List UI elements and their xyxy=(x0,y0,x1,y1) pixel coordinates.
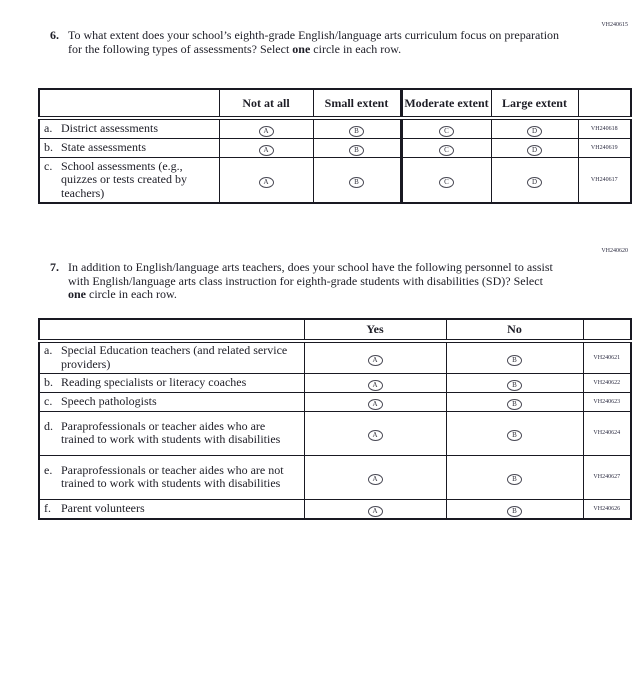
q7-row-e-label xyxy=(39,455,304,499)
answer-bubble-large-extent[interactable]: D xyxy=(527,126,542,137)
question-6-number: 6. xyxy=(50,28,59,42)
answer-bubble-not-at-all[interactable]: A xyxy=(259,177,274,188)
answer-bubble-yes[interactable]: A xyxy=(368,430,383,441)
q7-row-d-label xyxy=(39,411,304,455)
table-row xyxy=(39,341,631,373)
answer-bubble-small-extent[interactable]: B xyxy=(349,126,364,137)
question-7-vh-code: VH240620 xyxy=(601,248,628,254)
row-letter: c. xyxy=(44,393,53,408)
row-vh-code: VH240626 xyxy=(583,499,631,519)
row-vh-code: VH240623 xyxy=(583,392,631,411)
table-row xyxy=(39,118,631,139)
row-label: Speech pathologists xyxy=(61,393,157,408)
answer-bubble-no[interactable]: B xyxy=(507,474,522,485)
question-7 xyxy=(50,261,562,302)
question-6-vh-code: VH240615 xyxy=(601,22,628,28)
question-6-header-row xyxy=(39,89,631,118)
q7-header-code-empty xyxy=(583,319,631,341)
row-label: School assessments (e.g., quizzes or tests created by teachers) xyxy=(61,158,187,200)
row-vh-code: VH240618 xyxy=(578,118,631,139)
q6-row-a-label xyxy=(39,118,219,139)
q7-row-b-label xyxy=(39,373,304,392)
row-letter: f. xyxy=(44,500,51,515)
question-7-text-start: In addition to English/language arts teachers, does your school have the following personnel to assist with English/language arts class instruction for eighth-grade students with disabilities (SD)? Select xyxy=(68,260,553,288)
q6-row-c-label xyxy=(39,158,219,203)
question-6-text-end: circle in each row. xyxy=(310,41,402,56)
row-vh-code: VH240621 xyxy=(583,341,631,373)
q7-header-empty xyxy=(39,319,304,341)
q6-header-code-empty xyxy=(578,89,631,118)
question-6-table xyxy=(38,88,632,204)
row-label: Paraprofessionals or teacher aides who are not trained to work with students with disabilities xyxy=(61,462,284,490)
q6-row-b-label xyxy=(39,139,219,158)
row-vh-code: VH240627 xyxy=(583,455,631,499)
table-row xyxy=(39,455,631,499)
q7-row-c-label xyxy=(39,392,304,411)
row-label: Special Education teachers (and related service providers) xyxy=(61,343,288,371)
answer-bubble-large-extent[interactable]: D xyxy=(527,177,542,188)
question-6-text-bold: one xyxy=(292,41,311,56)
table-row xyxy=(39,411,631,455)
row-letter: b. xyxy=(44,140,53,155)
answer-bubble-not-at-all[interactable]: A xyxy=(259,145,274,156)
question-6-text-start: To what extent does your school’s eighth-grade English/language arts curriculum focus on preparation for the following types of assessments? Select xyxy=(68,28,560,56)
question-6-text xyxy=(68,29,562,56)
question-7-table xyxy=(38,318,632,520)
row-letter: c. xyxy=(44,158,53,173)
q7-row-f-label xyxy=(39,499,304,519)
row-vh-code: VH240624 xyxy=(583,411,631,455)
answer-bubble-no[interactable]: B xyxy=(507,399,522,410)
answer-bubble-yes[interactable]: A xyxy=(368,399,383,410)
answer-bubble-moderate-extent[interactable]: C xyxy=(439,177,454,188)
answer-bubble-no[interactable]: B xyxy=(507,506,522,517)
question-7-text-bold: one xyxy=(68,287,86,301)
answer-bubble-no[interactable]: B xyxy=(507,355,522,366)
answer-bubble-not-at-all[interactable]: A xyxy=(259,126,274,137)
question-7-header-row xyxy=(39,319,631,341)
row-vh-code: VH240622 xyxy=(583,373,631,392)
row-vh-code: VH240619 xyxy=(578,139,631,158)
row-vh-code: VH240617 xyxy=(578,158,631,203)
q6-header-small-extent: Small extent xyxy=(313,89,401,118)
table-row xyxy=(39,392,631,411)
table-row xyxy=(39,158,631,203)
q6-header-large-extent: Large extent xyxy=(491,89,578,118)
row-label: Reading specialists or literacy coaches xyxy=(61,374,247,389)
answer-bubble-moderate-extent[interactable]: C xyxy=(439,145,454,156)
answer-bubble-small-extent[interactable]: B xyxy=(349,145,364,156)
q6-header-moderate-extent: Moderate extent xyxy=(401,89,491,118)
answer-bubble-yes[interactable]: A xyxy=(368,380,383,391)
answer-bubble-no[interactable]: B xyxy=(507,430,522,441)
answer-bubble-no[interactable]: B xyxy=(507,380,522,391)
q7-row-a-label xyxy=(39,341,304,373)
row-letter: b. xyxy=(44,374,53,389)
row-label: Paraprofessionals or teacher aides who are trained to work with students with disabilities xyxy=(61,418,281,446)
row-letter: a. xyxy=(44,343,53,358)
answer-bubble-yes[interactable]: A xyxy=(368,506,383,517)
question-7-number: 7. xyxy=(50,260,59,274)
row-letter: e. xyxy=(44,462,53,477)
row-letter: d. xyxy=(44,418,53,433)
answer-bubble-yes[interactable]: A xyxy=(368,474,383,485)
answer-bubble-moderate-extent[interactable]: C xyxy=(439,126,454,137)
q6-header-empty xyxy=(39,89,219,118)
table-row xyxy=(39,373,631,392)
q7-header-no: No xyxy=(446,319,583,341)
answer-bubble-large-extent[interactable]: D xyxy=(527,145,542,156)
question-6 xyxy=(50,29,562,56)
question-7-text xyxy=(68,261,562,302)
table-row xyxy=(39,139,631,158)
question-7-text-end: circle in each row. xyxy=(86,287,177,301)
answer-bubble-small-extent[interactable]: B xyxy=(349,177,364,188)
answer-bubble-yes[interactable]: A xyxy=(368,355,383,366)
q7-header-yes: Yes xyxy=(304,319,446,341)
row-letter: a. xyxy=(44,121,53,136)
row-label: State assessments xyxy=(61,140,146,155)
row-label: Parent volunteers xyxy=(61,500,145,515)
q6-header-not-at-all: Not at all xyxy=(219,89,313,118)
row-label: District assessments xyxy=(61,121,158,136)
table-row xyxy=(39,499,631,519)
